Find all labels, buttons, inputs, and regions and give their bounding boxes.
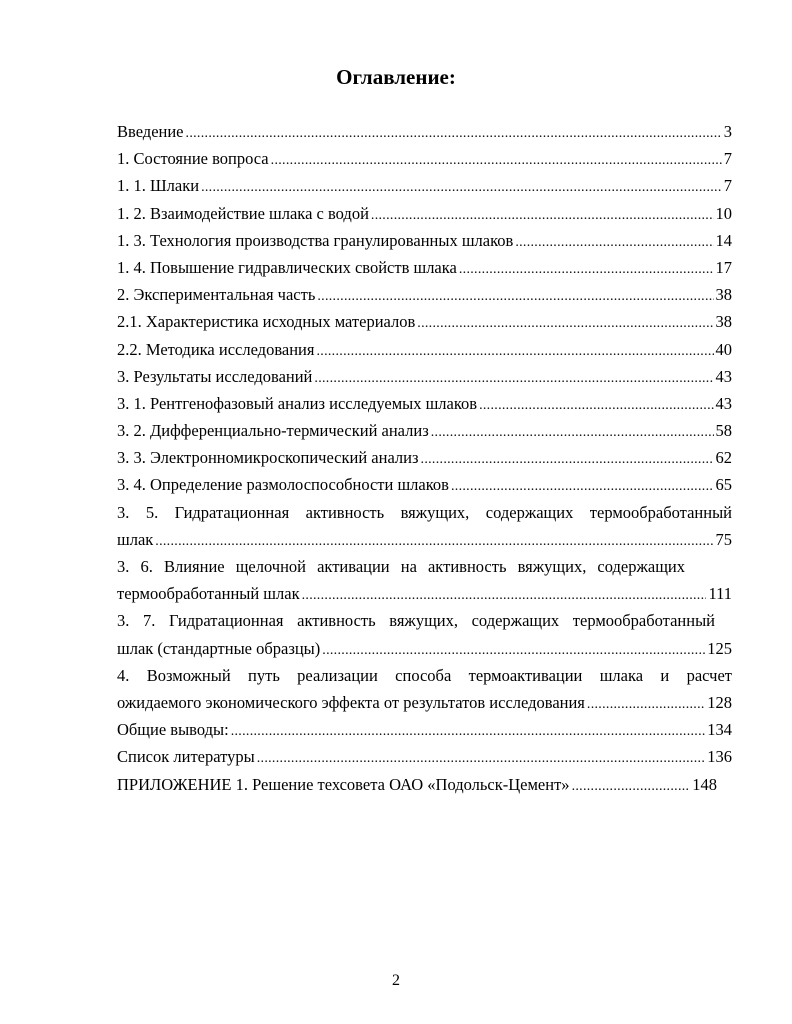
- leader-dots: [314, 365, 713, 392]
- toc-entry-page: 14: [715, 230, 732, 250]
- leader-dots: [316, 338, 713, 365]
- toc-entry-title: 1. 4. Повышение гидравлических свойств шлака: [117, 257, 457, 277]
- toc-entry-3-3[interactable]: [117, 444, 732, 471]
- toc-entry-page: 38: [715, 312, 732, 332]
- toc-entry-title: ПРИЛОЖЕНИЕ 1. Решение техсовета ОАО «Подольск-Цемент»: [117, 774, 570, 794]
- toc-entry-title: Общие выводы:: [117, 720, 229, 740]
- toc-entry-3-6[interactable]: [117, 553, 732, 607]
- toc-entry-page: 134: [707, 720, 732, 740]
- toc-entry-title: 1. 2. Взаимодействие шлака с водой: [117, 203, 369, 223]
- leader-dots: [317, 283, 713, 310]
- toc-entry-title: Введение: [117, 122, 184, 141]
- toc-entry-page: 111: [708, 584, 732, 604]
- toc-entry-page: 3: [723, 122, 732, 141]
- leader-dots: [421, 446, 714, 473]
- toc-entry-3-4[interactable]: [117, 471, 732, 498]
- leader-dots: [186, 120, 722, 147]
- toc-entry-title-line2: термообработанный шлак: [117, 584, 300, 604]
- toc-entry-page: 7: [723, 176, 732, 196]
- toc-entry-page: 75: [715, 529, 732, 549]
- leader-dots: [451, 473, 714, 500]
- toc-entry-3[interactable]: [117, 363, 732, 390]
- toc-entry-references[interactable]: [117, 743, 732, 770]
- toc-entry-page: 148: [692, 774, 717, 794]
- toc-entry-title-line2: шлак (стандартные образцы): [117, 638, 321, 658]
- leader-dots: [431, 419, 714, 446]
- toc-entry-1-1[interactable]: [117, 172, 732, 199]
- toc-entry-page: 43: [715, 393, 732, 413]
- toc-entry-3-1[interactable]: [117, 390, 732, 417]
- leader-dots: [201, 174, 722, 201]
- toc-entry-page: 125: [707, 638, 732, 658]
- toc-entry-page: 38: [715, 285, 732, 305]
- leader-dots: [572, 773, 691, 800]
- page-title: Оглавление:: [336, 65, 456, 89]
- toc-entry-title: 3. 4. Определение размолоспособности шлаков: [117, 475, 449, 495]
- toc-entry-title: 3. Результаты исследований: [117, 366, 313, 386]
- toc-entry-page: 58: [715, 421, 732, 441]
- toc-entry-3-7[interactable]: [117, 607, 732, 661]
- leader-dots: [302, 582, 707, 609]
- leader-dots: [231, 718, 706, 745]
- leader-dots: [417, 310, 713, 337]
- toc-entry-title: Список литературы: [117, 747, 255, 767]
- toc-entry-3-5[interactable]: [117, 499, 732, 553]
- toc-entry-page: 62: [715, 448, 732, 468]
- toc-entry-title-line2: ожидаемого экономического эффекта от результатов исследования: [117, 692, 585, 712]
- toc-entry-page: 17: [715, 257, 732, 277]
- toc-entry-1-3[interactable]: [117, 227, 732, 254]
- table-of-contents: [117, 118, 732, 798]
- toc-entry-introduction[interactable]: [117, 118, 732, 145]
- leader-dots: [322, 637, 705, 664]
- toc-entry-title: 2. Экспериментальная часть: [117, 285, 316, 305]
- toc-entry-2-2[interactable]: [117, 336, 732, 363]
- toc-entry-title: 1. 1. Шлаки: [117, 176, 200, 196]
- toc-entry-title-line1: 3. 5. Гидратационная активность вяжущих, содержащих термообработанный: [117, 502, 732, 522]
- toc-entry-1[interactable]: [117, 145, 732, 172]
- toc-entry-conclusions[interactable]: [117, 716, 732, 743]
- toc-entry-page: 40: [715, 339, 732, 359]
- toc-entry-page: 136: [707, 747, 732, 767]
- toc-entry-2-1[interactable]: [117, 308, 732, 335]
- toc-entry-title: 1. 3. Технология производства гранулированных шлаков: [117, 230, 514, 250]
- toc-entry-title-line1: 3. 6. Влияние щелочной активации на активность вяжущих, содержащих: [117, 557, 685, 576]
- toc-entry-title-line2: шлак: [117, 529, 154, 549]
- toc-entry-title: 3. 2. Дифференциально-термический анализ: [117, 421, 429, 441]
- toc-entry-title: 2.1. Характеристика исходных материалов: [117, 312, 416, 332]
- leader-dots: [155, 528, 713, 555]
- toc-entry-page: 128: [707, 692, 732, 712]
- leader-dots: [371, 202, 714, 229]
- leader-dots: [271, 147, 722, 174]
- toc-entry-2[interactable]: [117, 281, 732, 308]
- leader-dots: [587, 691, 705, 718]
- toc-entry-4[interactable]: [117, 662, 732, 716]
- leader-dots: [479, 392, 713, 419]
- toc-entry-title: 3. 1. Рентгенофазовый анализ исследуемых шлаков: [117, 393, 478, 413]
- toc-entry-title: 3. 3. Электронномикроскопический анализ: [117, 448, 419, 468]
- toc-entry-1-4[interactable]: [117, 254, 732, 281]
- toc-entry-page: 7: [723, 149, 732, 169]
- toc-entry-title-line1: 3. 7. Гидратационная активность вяжущих, содержащих термообработанный: [117, 611, 715, 631]
- toc-entry-1-2[interactable]: [117, 200, 732, 227]
- toc-entry-title-line1: 4. Возможный путь реализации способа термоактивации шлака и расчет: [117, 665, 732, 685]
- leader-dots: [257, 745, 706, 772]
- toc-entry-title: 1. Состояние вопроса: [117, 149, 269, 169]
- leader-dots: [459, 256, 714, 283]
- page-number: 2: [392, 972, 400, 989]
- leader-dots: [515, 229, 713, 256]
- toc-entry-3-2[interactable]: [117, 417, 732, 444]
- toc-entry-page: 43: [715, 366, 732, 386]
- toc-entry-page: 65: [715, 475, 732, 495]
- toc-entry-page: 10: [715, 203, 732, 223]
- toc-entry-title: 2.2. Методика исследования: [117, 339, 315, 359]
- toc-entry-appendix-1[interactable]: [117, 771, 717, 798]
